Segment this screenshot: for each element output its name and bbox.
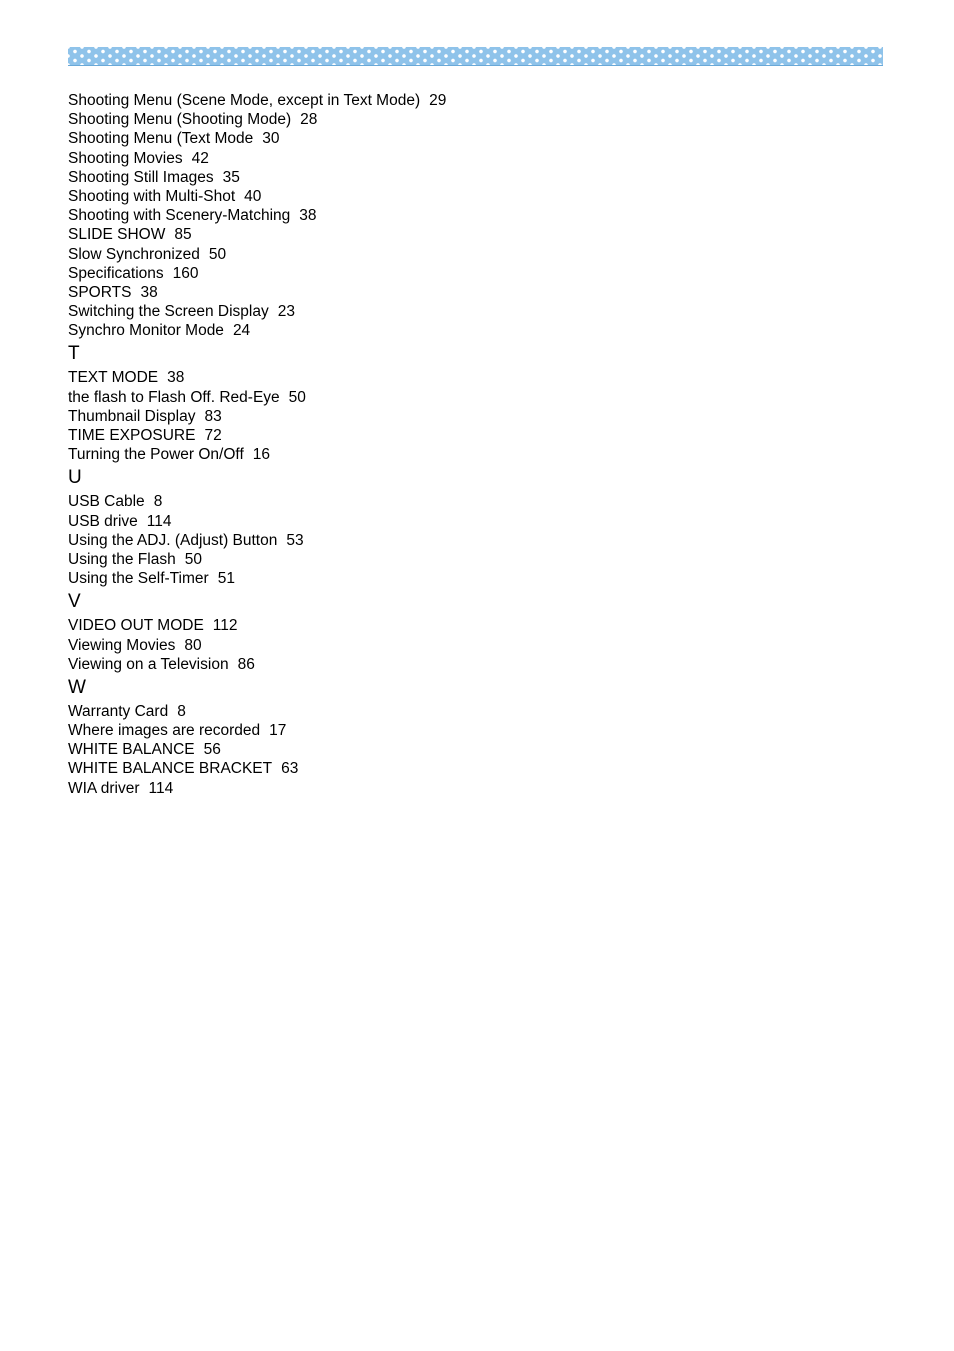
- index-entry[interactable]: [68, 149, 768, 168]
- index-entry-term: Turning the Power On/Off: [68, 446, 244, 464]
- index-entry[interactable]: [68, 321, 768, 340]
- index-entry[interactable]: [68, 91, 768, 110]
- index-entry[interactable]: [68, 168, 768, 187]
- index-entry-page[interactable]: 53: [286, 531, 304, 549]
- index-entry[interactable]: [68, 245, 768, 264]
- index-entry-page[interactable]: 30: [262, 130, 280, 148]
- index-entry-page[interactable]: 38: [299, 207, 317, 225]
- index-entry-term: the flash to Flash Off. Red-Eye: [68, 388, 280, 406]
- index-entry[interactable]: [68, 550, 768, 569]
- index-entry[interactable]: [68, 407, 768, 426]
- index-entry[interactable]: [68, 655, 768, 674]
- index-list: [68, 91, 768, 798]
- index-entry-page[interactable]: 40: [244, 187, 262, 205]
- index-entry[interactable]: [68, 129, 768, 148]
- index-entry[interactable]: [68, 283, 768, 302]
- index-entry[interactable]: [68, 512, 768, 531]
- index-entry[interactable]: [68, 569, 768, 588]
- index-entry-page[interactable]: 160: [172, 264, 199, 282]
- index-entry-term: WIA driver: [68, 779, 140, 797]
- index-entry-term: Specifications: [68, 264, 164, 282]
- index-entry[interactable]: [68, 264, 768, 283]
- index-entry-term: Slow Synchronized: [68, 245, 200, 263]
- index-entry-term: Shooting Menu (Shooting Mode): [68, 111, 292, 129]
- index-entry-page[interactable]: 8: [177, 702, 186, 720]
- index-entry[interactable]: [68, 740, 768, 759]
- index-entry[interactable]: [68, 702, 768, 721]
- index-entry-term: Thumbnail Display: [68, 407, 196, 425]
- index-entry-term: WHITE BALANCE BRACKET: [68, 760, 273, 778]
- index-entry[interactable]: [68, 636, 768, 655]
- index-entry-page[interactable]: 50: [184, 550, 202, 568]
- index-entry-page[interactable]: 85: [174, 226, 192, 244]
- index-entry-term: VIDEO OUT MODE: [68, 617, 204, 635]
- index-entry-term: Where images are recorded: [68, 722, 261, 740]
- index-entry-page[interactable]: 24: [232, 322, 251, 340]
- index-entry[interactable]: [68, 225, 768, 244]
- index-entry-term: WHITE BALANCE: [68, 741, 195, 759]
- index-entry-term: Shooting with Multi-Shot: [68, 187, 236, 205]
- index-entry-term: Shooting Menu (Text Mode: [68, 130, 254, 148]
- index-entry-page[interactable]: 56: [203, 741, 221, 759]
- index-entry-term: Using the Self-Timer: [68, 570, 209, 588]
- index-entry-page[interactable]: 50: [288, 388, 306, 406]
- index-entry-page[interactable]: 86: [237, 655, 255, 673]
- index-entry-page[interactable]: 114: [148, 779, 174, 797]
- index-entry-page[interactable]: 51: [217, 570, 235, 588]
- index-entry-term: TIME EXPOSURE: [68, 427, 196, 444]
- index-entry[interactable]: [68, 531, 768, 550]
- index-entry-page[interactable]: 23: [277, 303, 295, 321]
- index-entry-term: Shooting Still Images: [68, 168, 214, 186]
- index-entry-page[interactable]: 38: [167, 369, 185, 387]
- index-entry[interactable]: [68, 616, 768, 635]
- index-entry-page[interactable]: 114: [146, 512, 172, 530]
- index-letter-heading: U: [68, 467, 82, 489]
- index-letter-heading: V: [68, 591, 81, 613]
- index-entry-term: TEXT MODE: [68, 369, 159, 387]
- index-entry-page[interactable]: 42: [191, 149, 209, 167]
- index-entry[interactable]: [68, 445, 768, 464]
- index-entry-page[interactable]: 50: [208, 245, 227, 263]
- index-entry-page[interactable]: 63: [281, 760, 299, 778]
- header-decorative-band: [68, 47, 883, 66]
- index-entry-term: Switching the Screen Display: [68, 303, 269, 321]
- index-letter-heading: W: [68, 676, 86, 698]
- index-entry-term: SPORTS: [68, 283, 132, 301]
- index-entry-term: Warranty Card: [68, 702, 169, 720]
- index-entry-term: USB Cable: [68, 493, 145, 511]
- index-entry-term: Using the Flash: [68, 550, 176, 568]
- index-entry[interactable]: [68, 721, 768, 740]
- index-entry[interactable]: [68, 388, 768, 407]
- index-entry-page[interactable]: 28: [300, 111, 318, 129]
- index-entry[interactable]: [68, 426, 768, 445]
- index-entry-term: Synchro Monitor Mode: [68, 322, 224, 340]
- index-entry-page[interactable]: 72: [204, 427, 222, 444]
- index-entry[interactable]: [68, 110, 768, 129]
- index-entry[interactable]: [68, 492, 768, 511]
- index-entry-page[interactable]: 80: [184, 636, 202, 654]
- index-entry-term: USB drive: [68, 512, 138, 530]
- index-entry-term: Using the ADJ. (Adjust) Button: [68, 531, 278, 549]
- index-entry-term: Shooting Movies: [68, 149, 183, 167]
- index-entry-page[interactable]: 38: [140, 283, 158, 301]
- index-entry-page[interactable]: 83: [204, 407, 222, 425]
- index-entry[interactable]: [68, 759, 768, 778]
- index-entry-term: Viewing Movies: [68, 636, 176, 654]
- index-entry[interactable]: [68, 779, 768, 798]
- index-entry-page[interactable]: 8: [153, 493, 163, 511]
- index-entry-term: Shooting Menu (Scene Mode, except in Text Mode): [68, 92, 421, 109]
- index-entry-page[interactable]: 35: [222, 168, 240, 186]
- index-entry-page[interactable]: 29: [429, 92, 447, 109]
- index-entry-term: Shooting with Scenery-Matching: [68, 207, 291, 225]
- index-entry-term: SLIDE SHOW: [68, 226, 166, 244]
- index-letter-heading: T: [68, 343, 80, 365]
- index-entry[interactable]: [68, 368, 768, 387]
- index-entry-term: Viewing on a Television: [68, 655, 229, 673]
- index-entry[interactable]: [68, 187, 768, 206]
- index-entry-page[interactable]: 17: [269, 722, 287, 740]
- index-entry[interactable]: [68, 302, 768, 321]
- index-entry-page[interactable]: 112: [212, 617, 238, 635]
- index-entry[interactable]: [68, 206, 768, 225]
- index-entry-page[interactable]: 16: [252, 446, 271, 464]
